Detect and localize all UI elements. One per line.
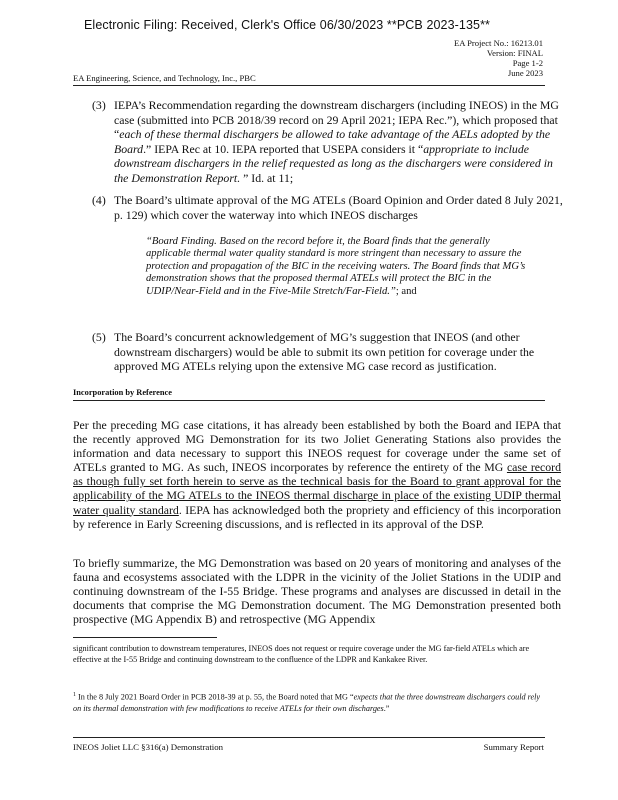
document-date: June 2023 [507, 68, 543, 78]
version: Version: FINAL [486, 48, 543, 58]
header-rule [73, 85, 545, 86]
list-text: The Board’s concurrent acknowledgement of MG’s suggestion that INEOS (and other downstream dischargers) would be able to submit its own petition for coverage under the approved MG ATELs relying upon the extensive MG case record as justification. [114, 330, 535, 374]
page-number: Page 1-2 [512, 58, 543, 68]
footnote-continued: significant contribution to downstream temperatures, INEOS does not request or require coverage under the MG far-field ATELs which are effective at the I-55 Bridge and continuing downstream to the confluence of the LDPR and Kankakee River. [73, 644, 530, 665]
list-text: The Board’s ultimate approval of the MG ATELs (Board Opinion and Order dated 8 July 2021, p. 129) which cover the waterway into which INEOS discharges [114, 193, 563, 222]
section-rule [73, 400, 545, 401]
footnote-1: $^1$ In the 8 July 2021 Board Order in PCB 2018-39 at p. 55, the Board noted that MG “expects that the three downstream dischargers could rely on its thermal demonstration with few modifications to receive ATELs for their own discharges.” [73, 692, 541, 713]
filing-stamp: Electronic Filing: Received, Clerk's Office 06/30/2023 **PCB 2023-135** [84, 18, 490, 32]
footer-left: INEOS Joliet LLC §316(a) Demonstration [73, 742, 224, 752]
list-item-5 [92, 330, 570, 374]
list-item-4 [92, 193, 570, 222]
list-number: (5) [92, 330, 106, 344]
project-info-block [454, 38, 543, 78]
list-number: (4) [92, 193, 106, 207]
company-name: EA Engineering, Science, and Technology, Inc., PBC [73, 73, 256, 83]
list-item-3 [92, 98, 570, 186]
footer-rule [73, 737, 545, 738]
list-number: (3) [92, 98, 106, 112]
footnote-rule [73, 637, 217, 638]
project-number: EA Project No.: 16213.01 [453, 38, 543, 48]
list-text: IEPA’s Recommendation regarding the downstream dischargers (including INEOS) in the MG case (submitted into PCB 2018/39 record on 29 April 2021; IEPA Rec.”), which proposed that “each of these thermal dischargers be allowed to take advantage of the AELs adopted by the Board.” IEPA Rec at 10. IEPA reported that USEPA considers it “appropriate to include downstream dischargers in the relief requested as long as the dischargers were considered in the Demonstration Report. ” Id. at 11; [114, 98, 559, 185]
footer-right: Summary Report [483, 742, 544, 752]
incorporation-paragraph: Per the preceding MG case citations, it has already been established by both the Board and IEPA that the recently approved MG Demonstration for its two Joliet Generating Stations also provides the information and data necessary to support this INEOS request for coverage under the same set of ATELs granted to MG. As such, INEOS incorporates by reference the entirety of the MG case record as though fully set forth herein to serve as the technical basis for the Board to grant approval for the applicability of the MG ATELs to the INEOS thermal discharge in place of the existing UDIP thermal water quality standard. IEPA has acknowledged both the propriety and efficiency of this incorporation by reference in Early Screening discussions, and is reflected in its approval of the DSP. [73, 418, 562, 531]
board-finding-quote: “Board Finding. Based on the record before it, the Board finds that the generally applicable thermal water quality standard is more stringent than necessary to assure the protection and propagation of the BIC in the receiving waters. The Board finds that MG’s demonstration shows that the proposed thermal ATELs will protect the BIC in the UDIP/Near-Field and in the Five-Mile Stretch/Far-Field.”; and [146, 236, 526, 297]
summary-paragraph: To briefly summarize, the MG Demonstration was based on 20 years of monitoring and analyses of the fauna and ecosystems associated with the LDPR in the vicinity of the Joliet Stations in the UDIP and continuing downstream of the I-55 Bridge. These programs and analyses are discussed in detail in the documents that comprise the MG Demonstration document. The MG Demonstration presented both prospective (MG Appendix B) and retrospective (MG Appendix [73, 556, 561, 627]
section-heading: Incorporation by Reference [73, 388, 172, 397]
